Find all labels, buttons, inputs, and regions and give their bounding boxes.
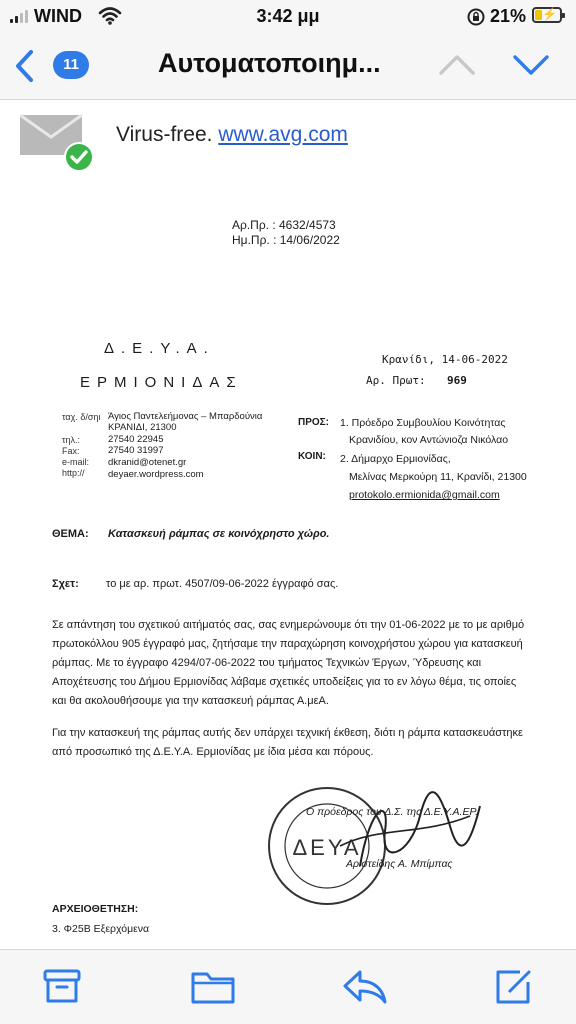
rotation-lock-icon [466,7,486,32]
website-value: deyaer.wordpress.com [108,469,204,480]
address-label: ταχ. δ/σηι [62,412,101,422]
page-title: Αυτοματοποιημ... [158,48,381,78]
related-label: Σχετ: [52,578,79,590]
body-paragraph-1: Σε απάντηση του σχετικού αιτήματός σας, σας ενημερώνουμε ότι την 01-06-2022 με το με αριθμό πρωτοκόλλου 905 έγγραφό μας, ζητήσαμε την παραχώρηση κοινοχρήστου χώρου για κατασκευή ράμπας. Με το έγγραφο 4294/07-06-2022 του τμήματος Τεχνικών Έργων, Ύδρευσης και Αποχέτευσης του Δήμου Ερμιονίδας λάβαμε σχετικές υποδείξεις για το εν λόγω θέμα, τις οποίες και θα ακολουθήσουμε για την κατασκευή ράμπας Α.μεΑ. [52,619,525,707]
email-label: e-mail: [62,457,90,467]
protocol-number: 969 [447,374,467,387]
subject-label: ΘΕΜΑ: [52,528,89,540]
address-text: Άγιος Παντελεήμονας – Μπαρδούνια [108,411,263,422]
battery-percent: 21% [490,6,527,26]
city-text: ΚΡΑΝΙΔΙ, 21300 [108,422,177,433]
reply-icon[interactable] [342,968,388,1011]
unread-count-badge[interactable]: 11 [53,51,89,79]
to-line-2: Κρανιδίου, κον Αντώνιοζα Νικόλαο [349,434,509,446]
phone-value: 27540 22945 [108,434,164,445]
org-name: Δ.Ε.Υ.Α. [104,340,215,357]
reference-date: Ημ.Πρ. : 14/06/2022 [232,233,340,247]
status-time: 3:42 μμ [256,6,320,26]
archive-label: ΑΡΧΕΙΟΘΕΤΗΣΗ: [52,903,139,915]
cc-label: ΚΟΙΝ: [298,451,326,462]
cc-email: protokolo.ermionida@gmail.com [349,489,500,501]
avg-virus-free-note [116,123,348,147]
stamp-label: ΔΕΥΑ [292,835,362,860]
protocol-label: Αρ. Πρωτ: [366,374,426,387]
avg-link[interactable]: www.avg.com [218,123,348,146]
to-label: ΠΡΟΣ: [298,417,330,428]
bottom-toolbar [0,949,576,1024]
cc-line-1: 2. Δήμαρχο Ερμιονίδας, [340,453,451,465]
compose-icon[interactable] [494,968,534,1011]
archive-icon[interactable] [42,968,82,1011]
phone-label: τηλ.: [62,435,81,445]
chevron-down-icon[interactable] [512,52,550,83]
cc-line-2: Μελίνας Μερκούρη 11, Κρανίδι, 21300 [349,471,527,483]
subject-text: Κατασκευή ράμπας σε κοινόχρηστο χώρο. [108,528,330,540]
chevron-up-icon[interactable] [438,52,476,83]
signature-title: Ο πρόεδρος του Δ.Σ. της Δ.Ε.Υ.Α.ΕΡ. [306,806,479,818]
email-body [0,101,576,949]
http-label: http:// [62,468,85,478]
nav-bar [0,34,576,100]
fax-label: Fax: [62,446,80,456]
signature-name: Αριστείδης Α. Μπίμπας [346,858,453,870]
status-bar [0,0,576,34]
body-paragraph-2: Για την κατασκευή της ράμπας αυτής δεν υπάρχει τεχνική έκθεση, διότι η ράμπα κατασκευάστηκε από προσωπικό της Δ.Ε.Υ.Α. Ερμιονίδας με ίδια μέσα και πόρους. [52,727,523,758]
place-date: Κρανίδι, 14-06-2022 [382,353,508,366]
reference-number: Αρ.Πρ. : 4632/4573 [232,218,336,232]
battery-charging-icon: ⚡ [532,7,562,23]
email-value: dkranid@otenet.gr [108,457,187,468]
to-line-1: 1. Πρόεδρο Συμβουλίου Κοινότητας [340,417,506,429]
related-text: το με αρ. πρωτ. 4507/09-06-2022 έγγραφό σας. [106,578,339,590]
avg-text: Virus-free. [116,123,213,146]
folder-icon[interactable] [190,968,236,1011]
carrier-name: WIND [34,6,82,26]
fax-value: 27540 31997 [108,445,164,456]
archive-item: 3. Φ25Β Εξερχόμενα [52,923,150,935]
avg-mail-check-icon [20,113,96,178]
org-region: ΕΡΜΙΟΝΙΔΑΣ [80,374,243,391]
scanned-letter [0,196,576,946]
back-chevron-icon[interactable] [10,46,40,86]
